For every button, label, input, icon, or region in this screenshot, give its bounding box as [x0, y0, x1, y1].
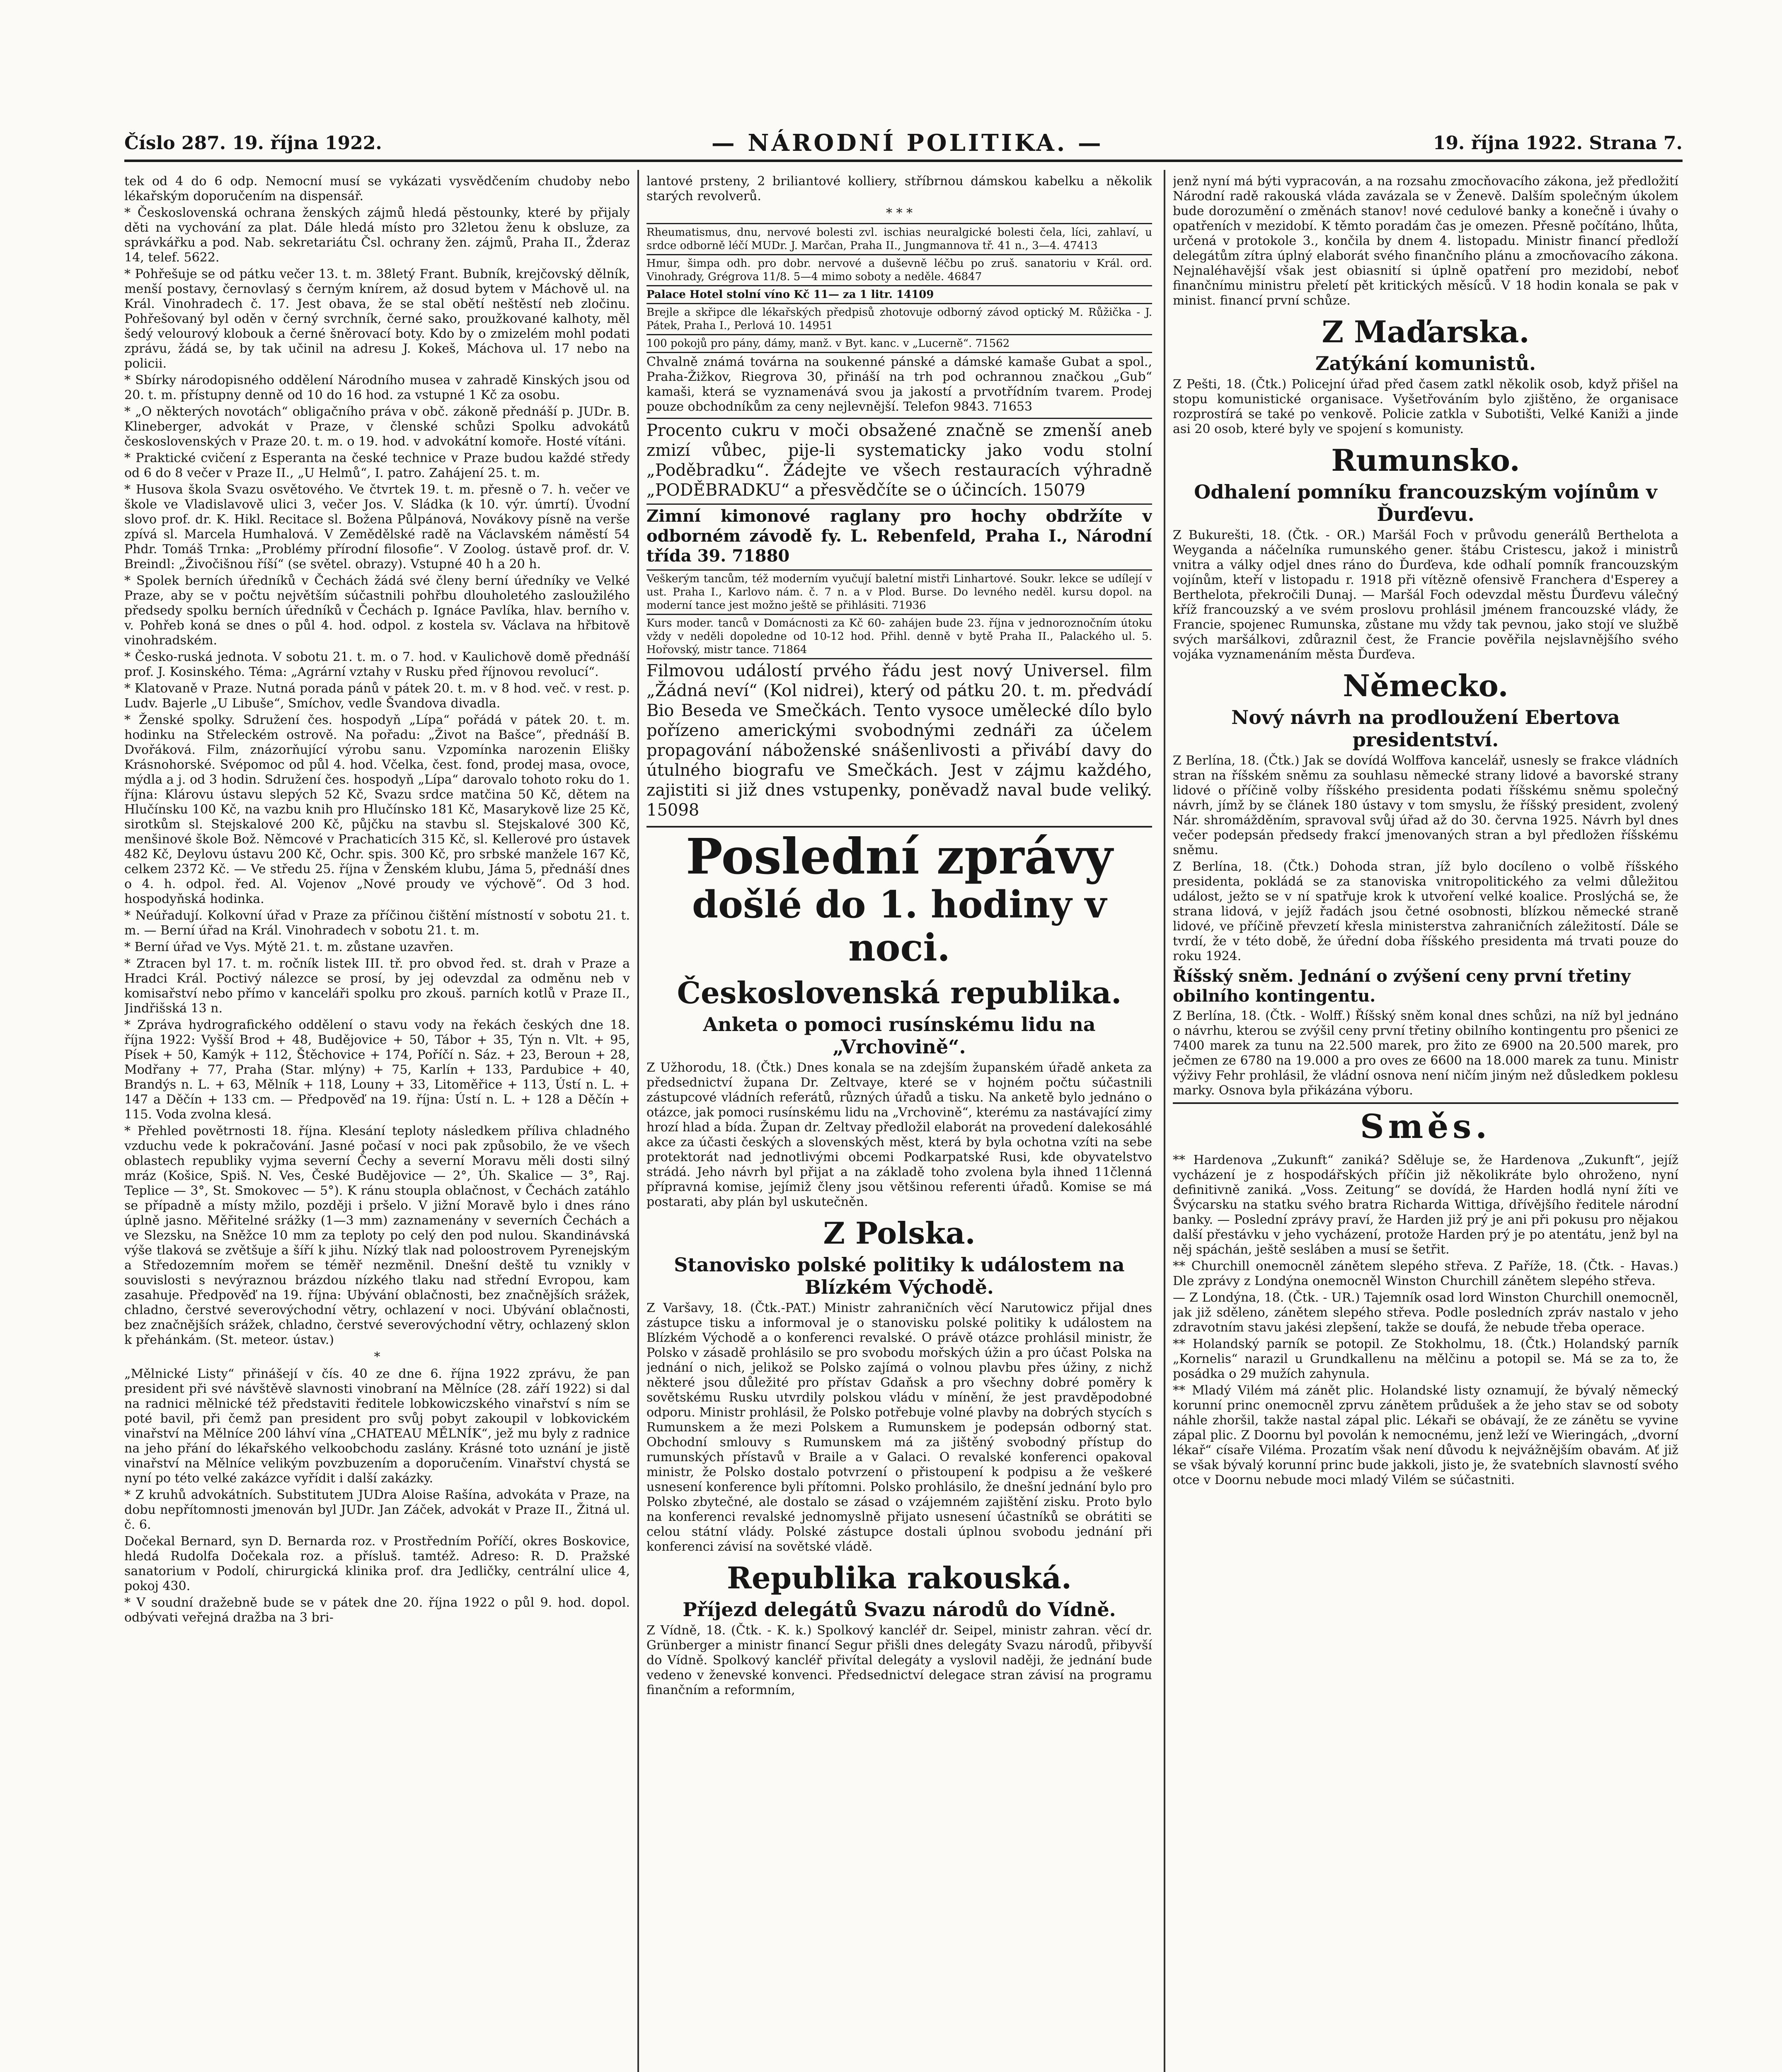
- issue-date-left: Číslo 287. 19. října 1922.: [124, 132, 382, 154]
- newspaper-title: — NÁRODNÍ POLITIKA. —: [711, 129, 1104, 157]
- section-heading: Německo.: [1343, 668, 1508, 703]
- section-heading: Z Maďarska.: [1322, 314, 1530, 349]
- news-paragraph: lantové prsteny, 2 briliantové kolliery, stříbrnou dámskou kabelku a několik starých revolverů.: [646, 174, 1152, 203]
- classified-ad: Veškerým tancům, též moderním vyučují baletní mistři Linhartové. Soukr. lekce se udílejí v ust. Praha I., Karlovo nám. č. 7 n. a v Plod. Burse. Do levného neděl. kursu dopol. na moderní tance jest možno ještě se přihlásiti. 71936: [646, 569, 1152, 614]
- news-paragraph: * „O některých novotách“ obligačního práva v obč. zákoně přednáší p. JUDr. B. Klineberger, advokát v Praze, v členské schůzi Spolku advokátů československých v Praze 20. t. m. o 19. hod. v advokátní komoře. Hosté vítáni.: [124, 404, 630, 449]
- section-heading: Československá republika.: [677, 975, 1122, 1010]
- news-paragraph: Z Varšavy, 18. (Čtk.-PAT.) Ministr zahraničních věcí Narutowicz přijal dnes zástupce tisku a informoval je o stanovisku polské politiky k událostem na Blízkém Východě a o konferenci revalské. O právě otázce prohlásil ministr, že Polsko v zásadě prohlásilo se pro svobodu mořských úžin a pro účast Polska na jednání o nich, jelikož se Polsko zajímá o volnou plavbu přes úžiny, z nichž některé jsou důležité pro přístav Gdaňsk a pro všechny dobré poměry k sovětskému Rusku utvrdily polskou vládu v mínění, že jest pravděpodobné odporu. Ministr prohlásil, že Polsko potřebuje volné plavby na dobrých stycích s Rumunskem a že mezi Polskem a Rumunskem je podepsán odborný stat. Obchodní smlouvy s Rumunskem má za jištěný svobodný přístup do rumunských přístavů v Braile a v Galaci. O revalské konferenci opakoval ministr, že Polsko dostalo potvrzení o přistoupení k podpisu a že veškeré usnesení konference byli přítomni. Polsko prohlásilo, že dnešní jednání bylo pro Polsko zbytečné, ale dostalo se zásad o vzájemném zajištění zisku. Proto bylo na konferenci revalské jednomyslně přijato usnesení účastníků se obrátiti se celou státní vlády. Polské zástupce dostali úplnou svobodu jednání při konferenci závisí na sovětské vládě.: [646, 1301, 1152, 1554]
- news-paragraph: Z Užhorodu, 18. (Čtk.) Dnes konala se na zdejším županském úřadě anketa za předsednictví župana Dr. Zeltvaye, které se v hojném počtu súčastnili zástupcové vládních referátů, různých úřadů a tisku. Na anketě bylo jednáno o otázce, jak pomoci rusínskému lidu na „Vrchovině“, kterému za nastávající zimy hrozí hlad a bída. Župan dr. Zeltvay předložil elaborát na provedení dalekosáhlé akce za účasti českých a slovenských měst, která by byla ochotna vzíti na sebe protektorát nad jednotlivými obcemi Podkarpatské Rusi, kde obyvatelstvo strádá. Jeho návrh byl přijat a na základě toho zvolena byla ihned 11členná přípravná komise, jejímiž členy jsou většinou referenti úřadů. Komise se má postarati, aby plán byl uskutečněn.: [646, 1060, 1152, 1209]
- news-paragraph: * Ženské spolky. Sdružení čes. hospodyň „Lípa“ pořádá v pátek 20. t. m. hodinku na Střeleckém ostrově. Na pořadu: „Život na Bašce“, přednáší B. Dvořáková. Film, znázorňující výrobu sanu. Vzpomínka narozenin Elišky Krásnohorské. Svépomoc od půl 4. hod. Včelka, čest. fond, prodej masa, ovoce, mýdla a j. od 3 hodin. Sdružení čes. hospodyň „Lípa“ darovalo tohoto roku do 1. října: Klárovu ústavu slepých 52 Kč, Svazu srdce matčina 50 Kč, dětem na Hlučínsku 100 Kč, na vazbu knih pro Hlučínsko 181 Kč, Masarykově lize 25 Kč, sirotkům sl. Stejskalové 200 Kč, půjčku na stavbu sl. Stejskalové 300 Kč, menšinové škole Bož. Němcové v Prachaticích 315 Kč, sl. Kellerové pro ústavek 482 Kč, Deylovu ústavu 200 Kč, Ochr. spis. 300 Kč, pro srbské manžele 167 Kč, celkem 2372 Kč. — Ve středu 25. října v Ženském klubu, Jáma 5, přednáší dnes o 4. h. odpol. řed. Al. Vojenov „Nové proudy ve výchově“. Od 3 hod. hospodyňská hodinka.: [124, 713, 630, 906]
- classified-ad: Filmovou událostí prvého řádu jest nový Universel. film „Žádná neví“ (Kol nidrei), který od pátku 20. t. m. předvádí Bio Beseda ve Smečkách. Tento vysoce umělecké dílo bylo pořízeno americkými svobodnými zednáři za účelem propagování náboženské snášenlivosti a přivábí davy do útulného biografu ve Smečkách. Jest v zájmu každého, zajistiti si již dnes vstupenky, poněvadž naval bude veliký. 15098: [646, 658, 1152, 822]
- news-paragraph: Z Berlína, 18. (Čtk.) Jak se dovídá Wolffova kancelář, usnesly se frakce vládních stran na říšském sněmu za souhlasu německé strany lidové a bavorské strany lidové o příčině volby říšského presidenta podati říšskému sněmu společný návrh, jímž by se článek 180 ústavy v tom smyslu, že říšský president, zvolený Nár. shromážděním, spravoval svůj úřad až do 30. června 1925. Návrh byl dnes večer podepsán předsedy frakcí jmenovaných stran a byl předložen říšskému sněmu.: [1173, 753, 1678, 857]
- news-paragraph: * Československá ochrana ženských zájmů hledá pěstounky, které by přijaly děti na vychování za plat. Dále hledá místo pro 32letou ženu k obsluze, za správkářku a pod. Nab. sekretariátu Čsl. ochrany žen. zájmů, Praha II., Žderaz 14, telef. 5622.: [124, 206, 630, 265]
- classified-ad: Rheumatismus, dnu, nervové bolesti zvl. ischias neuralgické bolesti čela, líci, zahlaví, u srdce odborně léčí MUDr. J. Marčan, Praha II., Jungmannova tř. 41 n., 3—4. 47413: [646, 223, 1152, 254]
- article-heading: Odhalení pomníku francouzským vojínům v Ďurďevu.: [1194, 481, 1657, 525]
- section-separator: *: [374, 1350, 380, 1364]
- news-paragraph: Z Vídně, 18. (Čtk. - K. k.) Spolkový kancléř dr. Seipel, ministr zahran. věcí dr. Grünberger a ministr financí Segur přišli dnes delegáty Svazu národů, přibyvší do Vídně. Spolkový kancléř přivítal delegáty a vyslovil naději, že jednání bude vedeno v ženevské konvenci. Předsednictví delegace stran závisí na programu finančním a reformním,: [646, 1623, 1152, 1697]
- classified-ad: Brejle a skřipce dle lékařských předpisů zhotovuje odborný závod optický M. Růžička - J. Pátek, Praha I., Perlová 10. 14951: [646, 303, 1152, 334]
- classified-ad: Hmur, šimpa odh. pro dobr. nervové a duševně léčbu po zruš. sanatoriu v Král. ord. Vinohrady, Grégrova 11/8. 5—4 mimo soboty a neděle. 46847: [646, 254, 1152, 285]
- news-paragraph: „Mělnické Listy“ přinášejí v čís. 40 ze dne 6. října 1922 zprávu, že pan president při své návštěvě slavnosti vinobraní na Mělníce (28. září 1922) si dal na radnici mělnické též představiti ředitele lobkowiczského vinařství s ním se poté bavil, při čemž pan president pro svůj pobyt zakoupil v lobkovickém vinařství na Mělníce 200 láhví vína „CHATEAU MĚLNÍK“, jež mu byly z radnice na jeho přání do lékařského velkoobchodu zaslány. Krásné toto uznání je jistě vinařství na Mělníce velikým povzbuzením a doporučením. Vinařství chystá se nyní po této velké zakázce vyřídit i další zakázky.: [124, 1367, 630, 1486]
- news-paragraph: * Sbírky národopisného oddělení Národního musea v zahradě Kinských jsou od 20. t. m. přístupny denně od 10 do 16 hod. za vstupné 1 Kč za osobu.: [124, 373, 630, 402]
- news-paragraph: * Pohřešuje se od pátku večer 13. t. m. 38letý Frant. Bubník, krejčovský dělník, menší postavy, černovlasý s černým knírem, až dosud bytem v Máchově ul. na Král. Vinohradech č. 17. Jest obava, že se stal obětí neštěstí neb zločinu. Pohřešovaný byl oděn v černý svrchník, černé sako, proužkované kalhoty, měl šedý velourový klobouk a černé šněrovací boty. Kdo by o zmizelém mohl podati zprávu, žádá se, by tak učinil na adresu J. Kokeš, Máchova ul. 17 nebo na policii.: [124, 267, 630, 371]
- latest-news-subbanner: došlé do 1. hodiny v noci.: [692, 883, 1106, 970]
- classified-ad: Kurs moder. tanců v Domácnosti za Kč 60- zahájen bude 23. října v jednoroznočním útoku vždy v neděli dopoledne od 10-12 hod. Přihl. denně v bytě Praha II., Palackého ul. 5. Hořovský, mistr tance. 71864: [646, 614, 1152, 658]
- page-number-right: 19. října 1922. Strana 7.: [1433, 132, 1683, 154]
- section-heading: Rumunsko.: [1331, 443, 1520, 478]
- news-paragraph: * Spolek berních úředníků v Čechách žádá své členy berní úředníky ve Velké Praze, aby se v počtu největším súčastnili pohřbu dlouholetého zasloužilého předsedy spolku berních úředníků v Čechách p. Ignáce Pavlíka, hlav. berního v. v. Pohřeb koná se dnes o půl 4. hod. odpol. z kostela sv. Václava na hřbitově vinohradském.: [124, 574, 630, 648]
- news-paragraph: ** Holandský parník se potopil. Ze Stokholmu, 18. (Čtk.) Holandský parník „Kornelis“ narazil u Grundkallenu na mělčinu a potopil se. Má se za to, že posádka o 29 mužích zahynula.: [1173, 1337, 1678, 1381]
- classified-ad: Procento cukru v moči obsažené značně se zmenší aneb zmizí vůbec, pije-li systematicky jako vodu stolní „Poděbradku“. Žádejte ve všech restauracích výhradně „PODĚBRADKU“ a přesvědčíte se o účincích. 15079: [646, 418, 1152, 502]
- news-paragraph: — Z Londýna, 18. (Čtk. - UR.) Tajemník osad lord Winston Churchill onemocněl, jak již sděleno, zánětem slepého střeva. Podle posledních zpráv nastalo v jeho zdravotním stavu jakési zlepšení, takže se doufá, že nebude třeba operace.: [1173, 1290, 1678, 1335]
- news-paragraph: * Zpráva hydrografického oddělení o stavu vody na řekách českých dne 18. října 1922: Vyšší Brod + 48, Budějovice + 50, Tábor + 35, Týn n. Vlt. + 95, Písek + 50, Kamýk + 112, Štěchovice + 174, Poříčí n. Sáz. + 23, Beroun + 28, Modřany + 77, Praha (Star. mlýny) + 75, Karlín + 133, Pardubice + 40, Brandýs n. L. + 63, Mělník + 118, Louny + 33, Litoměřice + 113, Ústí n. L. + 147 a Děčín + 133 cm. — Předpověď na 19. října: Ústí n. L. + 128 a Děčín + 115. Voda zvolna klesá.: [124, 1018, 630, 1122]
- news-paragraph: * V soudní dražebně bude se v pátek dne 20. října 1922 o půl 9. hod. dopol. odbývati veřejná dražba na 3 bri-: [124, 1595, 630, 1625]
- news-paragraph: * Neúřadují. Kolkovní úřad v Praze za příčinou čištění místností v sobotu 21. t. m. — Berní úřad na Král. Vinohradech v sobotu 21. t. m.: [124, 908, 630, 938]
- news-paragraph: Z Berlína, 18. (Čtk.) Dohoda stran, jíž bylo docíleno o volbě říšského presidenta, pokládá se za stanoviska vnitropolitického za velmi důležitou událost, ježto se v ní spatřuje krok k utvoření velké koalice. Proslýchá se, že strana lidová, v jejíž řadách jsou četné osobnosti, blízkou německé straně lidové, ve příčině převzetí křesla ministerstva zahraničních záležitostí. Dále se tvrdí, že v této době, že úřední doba říšského presidenta má trvati pouze do roku 1924.: [1173, 859, 1678, 963]
- news-paragraph: * Z kruhů advokátních. Substitutem JUDra Aloise Rašína, advokáta v Praze, na dobu nepřítomnosti jmenován byl JUDr. Jan Záček, advokát v Praze II., Žitná ul. č. 6.: [124, 1488, 630, 1532]
- news-paragraph: * Ztracen byl 17. t. m. ročník listek III. tř. pro obvod řed. st. drah v Praze a Hradci Král. Poctivý nálezce se prosí, by jej odevzdal za odměnu neb v komisařství nebo přímo v kanceláři spolku pro zkouš. parních kotlů v Praze II., Jindřišská 13 n.: [124, 956, 630, 1016]
- column-divider: [1164, 170, 1165, 2072]
- section-heading: Republika rakouská.: [727, 1560, 1072, 1595]
- article-heading: Anketa o pomoci rusínskému lidu na „Vrchovině“.: [703, 1013, 1096, 1058]
- article-heading: Stanovisko polské politiky k událostem na Blízkém Východě.: [674, 1254, 1125, 1298]
- column-right: [1173, 174, 1678, 2072]
- news-paragraph: Z Pešti, 18. (Čtk.) Policejní úřad před časem zatkl několik osob, když přišel na stopu komunistické organisace. Vyšetřováním bylo zjištěno, že organisace rozprostírá se také po venkově. Policie zatkla v Subotišti, Velké Kaniži a jinde asi 20 osob, které byly ve spojení s komunisty.: [1173, 377, 1678, 436]
- column-left: [124, 174, 630, 2072]
- section-heading: Z Polska.: [823, 1215, 976, 1251]
- section-separator: * * *: [886, 206, 913, 220]
- article-heading: Nový návrh na prodloužení Ebertova presidentství.: [1231, 706, 1620, 751]
- classified-ad: Chvalně známá továrna na soukenné pánské a dámské kamaše Gubat a spol., Praha-Žižkov, Riegrova 30, přináší na trh pod ochrannou značkou „Gub“ kamaši, která se vyznamenává svou ja jakostí a prvotřídním tvarem. Prodej pouze obchodníkům za ceny nejlevnější. Telefon 9843. 71653: [646, 352, 1152, 416]
- news-paragraph: * Česko-ruská jednota. V sobotu 21. t. m. o 7. hod. v Kaulichově domě přednáší prof. J. Kosinského. Téma: „Agrární vztahy v Rusku před říjnovou revolucí“.: [124, 650, 630, 679]
- news-paragraph: jenž nyní má býti vypracován, a na rozsahu zmocňovacího zákona, jež předložití Národní radě rakouská vláda zavázala se v Ženevě. Dalším společným úkolem bude dorozumění o změnách stanov! nové cedulové banky a konečně i úvahy o opatřeních v mezidobí. K těmto poradám čas je omezen. Přesně počítáno, lhůta, určená v protokole 3., končila by dnem 4. listopadu. Ministr financí předloží delegátům zítra úplný elaborát svého finančního plánu a zmocňovacího zákona. Nejnaléhavější však jest obiasnití si úplně opatření pro mezidobí, neboť finančnímu ministru přeletí pět kritických měsíců. V 18 hodin konala se pak v minist. financí první schůze.: [1173, 174, 1678, 308]
- news-paragraph: ** Hardenova „Zukunft“ zaniká? Sděluje se, že Hardenova „Zukunft“, jejíž vycházení je z hospodářských příčin již několikráte bylo ohroženo, nyní definitivně zaniká. „Voss. Zeitung“ se dovídá, že Harden hodlá nyní žíti ve Švýcarsku na statku svého bratra Richarda Wittiga, dřívějšího ředitele národní banky. — Poslední zprávy praví, že Harden již prý je ani při pokusu pro nějakou další přestávku v jeho vycházení, protože Harden prý je po atentátu, jenž byl na něj spáchán, ještě sesláben a musí se šetřit.: [1173, 1153, 1678, 1257]
- masthead: [124, 126, 1683, 162]
- news-paragraph: * Berní úřad ve Vys. Mýtě 21. t. m. zůstane uzavřen.: [124, 940, 454, 954]
- miscellany-heading: Směs.: [1173, 1102, 1678, 1146]
- news-paragraph: * Přehled povětrnosti 18. října. Klesání teploty následkem příliva chladného vzduchu vede k pokračování. Jasné počasí v noci pak způsobilo, že ve všech oblastech republiky vyjma severní Čechy a severní Moravu měli dosti silný mráz (Košice, Spiš. N. Ves, České Budějovice — 2°, Úh. Skalice — 3°, Raj. Teplice — 3°, St. Smokovec — 5°). K ránu stoupla oblačnost, v Čechách zatáhlo se případně a místy mžilo, později i pršelo. V jižní Moravě bylo i dnes ráno úplně jasno. Měřitelné srážky (1—3 mm) zaznamenány v severních Čechách a ve Slezsku, na Sněžce 10 mm za teploty po celý den pod nulou. Skandinávská výše tlaková se zvětšuje a šíří k jihu. Nízký tlak nad poloostrovem Pyrenejským a Středozemním mořem se téměř nezměnil. Dnešní deště tu vznikly v souvislosti s nevýraznou brázdou nízkého tlaku nad střední Evropou, kam zasahuje. Předpověď na 19. října: Ubývání oblačnosti, bez značnějších srážek, chladno, čerstvé severovýchodní větry, ochlazení v noci. Ubývání oblačnosti, bez značnějších srážek, chladno, čerstvé severovýchodní větry, ochlazený sklon k přehánkám. (St. meteor. ústav.): [124, 1124, 630, 1347]
- news-paragraph: Z Berlína, 18. (Čtk. - Wolff.) Říšský sněm konal dnes schůzi, na níž byl jednáno o návrhu, kterou se zvýšil ceny první třetiny obilního kontingentu pro pšenici ze 7400 marek za tunu na 22.500 marek, pro žito ze 6900 na 20.500 marek, pro ječmen ze 6780 na 19.000 a pro oves ze 6600 na 18.000 marek za tunu. Ministr výživy Fehr prohlásil, že vládní osnova není ničím jiným než důsledkem poklesu marky. Osnova byla přikázána výboru.: [1173, 1009, 1678, 1098]
- classified-ad: 100 pokojů pro pány, dámy, manž. v Byt. kanc. v „Lucerně“. 71562: [646, 334, 1152, 352]
- news-paragraph: ** Churchill onemocněl zánětem slepého střeva. Z Paříže, 18. (Čtk. - Havas.) Dle zprávy z Londýna onemocněl Winston Churchill zánětem slepého střeva.: [1173, 1259, 1678, 1288]
- article-heading: Příjezd delegátů Svazu národů do Vídně.: [683, 1598, 1116, 1621]
- news-paragraph: * Husova škola Svazu osvětového. Ve čtvrtek 19. t. m. přesně o 7. h. večer ve škole ve Vladislavově ulici 3, večer Jos. V. Sládka (k 10. výr. úmrtí). Úvodní slovo prof. dr. K. Hikl. Recitace sl. Božena Půlpánová, Novákovy písně na verše zpívá sl. Marcela Humhalová. V Zemědělské radě na Václavském náměstí 54 Phdr. Tomáš Trnka: „Problémy přírodní filosofie“. V Zoolog. ústavě prof. dr. V. Breindl: „Živočišnou říší“ (se světel. obrazy). Vstupné 40 h a 20 h.: [124, 482, 630, 571]
- latest-news-banner: Poslední zprávy: [646, 826, 1152, 883]
- news-paragraph: Dočekal Bernard, syn D. Bernarda roz. v Prostředním Poříčí, okres Boskovice, hledá Rudolfa Dočekala roz. a přísluš. tamtéž. Adreso: R. D. Pražské sanatorium v Podolí, chirurgická klinika prof. dra Jedličky, centrální ulice 4, pokoj 430.: [124, 1534, 630, 1593]
- news-paragraph: * Praktické cvičení z Esperanta na české technice v Praze budou každé středy od 6 do 8 večer v Praze II., „U Helmů“, I. patro. Zahájení 25. t. m.: [124, 451, 630, 480]
- classified-ad: Palace Hotel stolní víno Kč 11— za 1 litr. 14109: [646, 285, 1152, 303]
- classified-ad: Zimní kimonové raglany pro hochy obdržíte v odborném závodě fy. L. Rebenfeld, Praha I., Národní třída 39. 71880: [646, 503, 1152, 568]
- news-paragraph: ** Mladý Vilém má zánět plic. Holandské listy oznamují, že bývalý německý korunní princ onemocněl zprvu zánětem průdušek a že jeho stav se od soboty náhle zhoršil, takže nastal zápal plic. Lékaři se obávají, že ze zánětu se vyvine zápal plic. Z Doornu byl povolán k nemocnému, jenž leží ve Wieringách, „dvorní lékař“ císaře Viléma. Prozatím však není důvodu k nejvážnějším obavám. Ať již se však bývalý korunní princ bude jakkoli, jisto je, že svatebních slavností svého otce v Doornu nebude moci mladý Vilém se súčastniti.: [1173, 1383, 1678, 1487]
- news-paragraph: tek od 4 do 6 odp. Nemocní musí se vykázati vysvědčením chudoby nebo lékařským doporučením na dispensář.: [124, 174, 630, 203]
- news-paragraph: Z Bukurešti, 18. (Čtk. - OR.) Maršál Foch v průvodu generálů Berthelota a Weyganda a náčelníka rumunského gener. štábu Cristescu, jakož i ministrů vnitra a války odjel dnes ráno do Ďurďeva, kde odhalí pomník francouzským vojínům, kteří v listopadu r. 1918 při vítězně ofensivě Franchera d'Esperey a Berthelota, překročili Dunaj. — Maršál Foch odevzdal městu Ďurďevu válečný kříž francouzský a ve svém proslovu prohlásil jménem francouzské vlády, že Francie, spojenec Rumunska, zůstane mu vždy tak pevnou, jako stojí ve službě svých maršálkovi, zdůraznil čest, že Francie pověřila nejslavnějšího svého vojáka vyznamenáním města Ďurďeva.: [1173, 528, 1678, 662]
- news-paragraph: * Klatovaně v Praze. Nutná porada pánů v pátek 20. t. m. v 8 hod. več. v rest. p. Ludv. Bajerle „U Libuše“, Smíchov, vedle Švandova divadla.: [124, 681, 630, 711]
- article-heading: Říšský sněm. Jednání o zvýšení ceny první třetiny obilního kontingentu.: [1173, 966, 1631, 1006]
- column-middle: [646, 174, 1152, 2072]
- column-divider: [637, 170, 639, 2072]
- article-heading: Zatýkání komunistů.: [1315, 352, 1536, 375]
